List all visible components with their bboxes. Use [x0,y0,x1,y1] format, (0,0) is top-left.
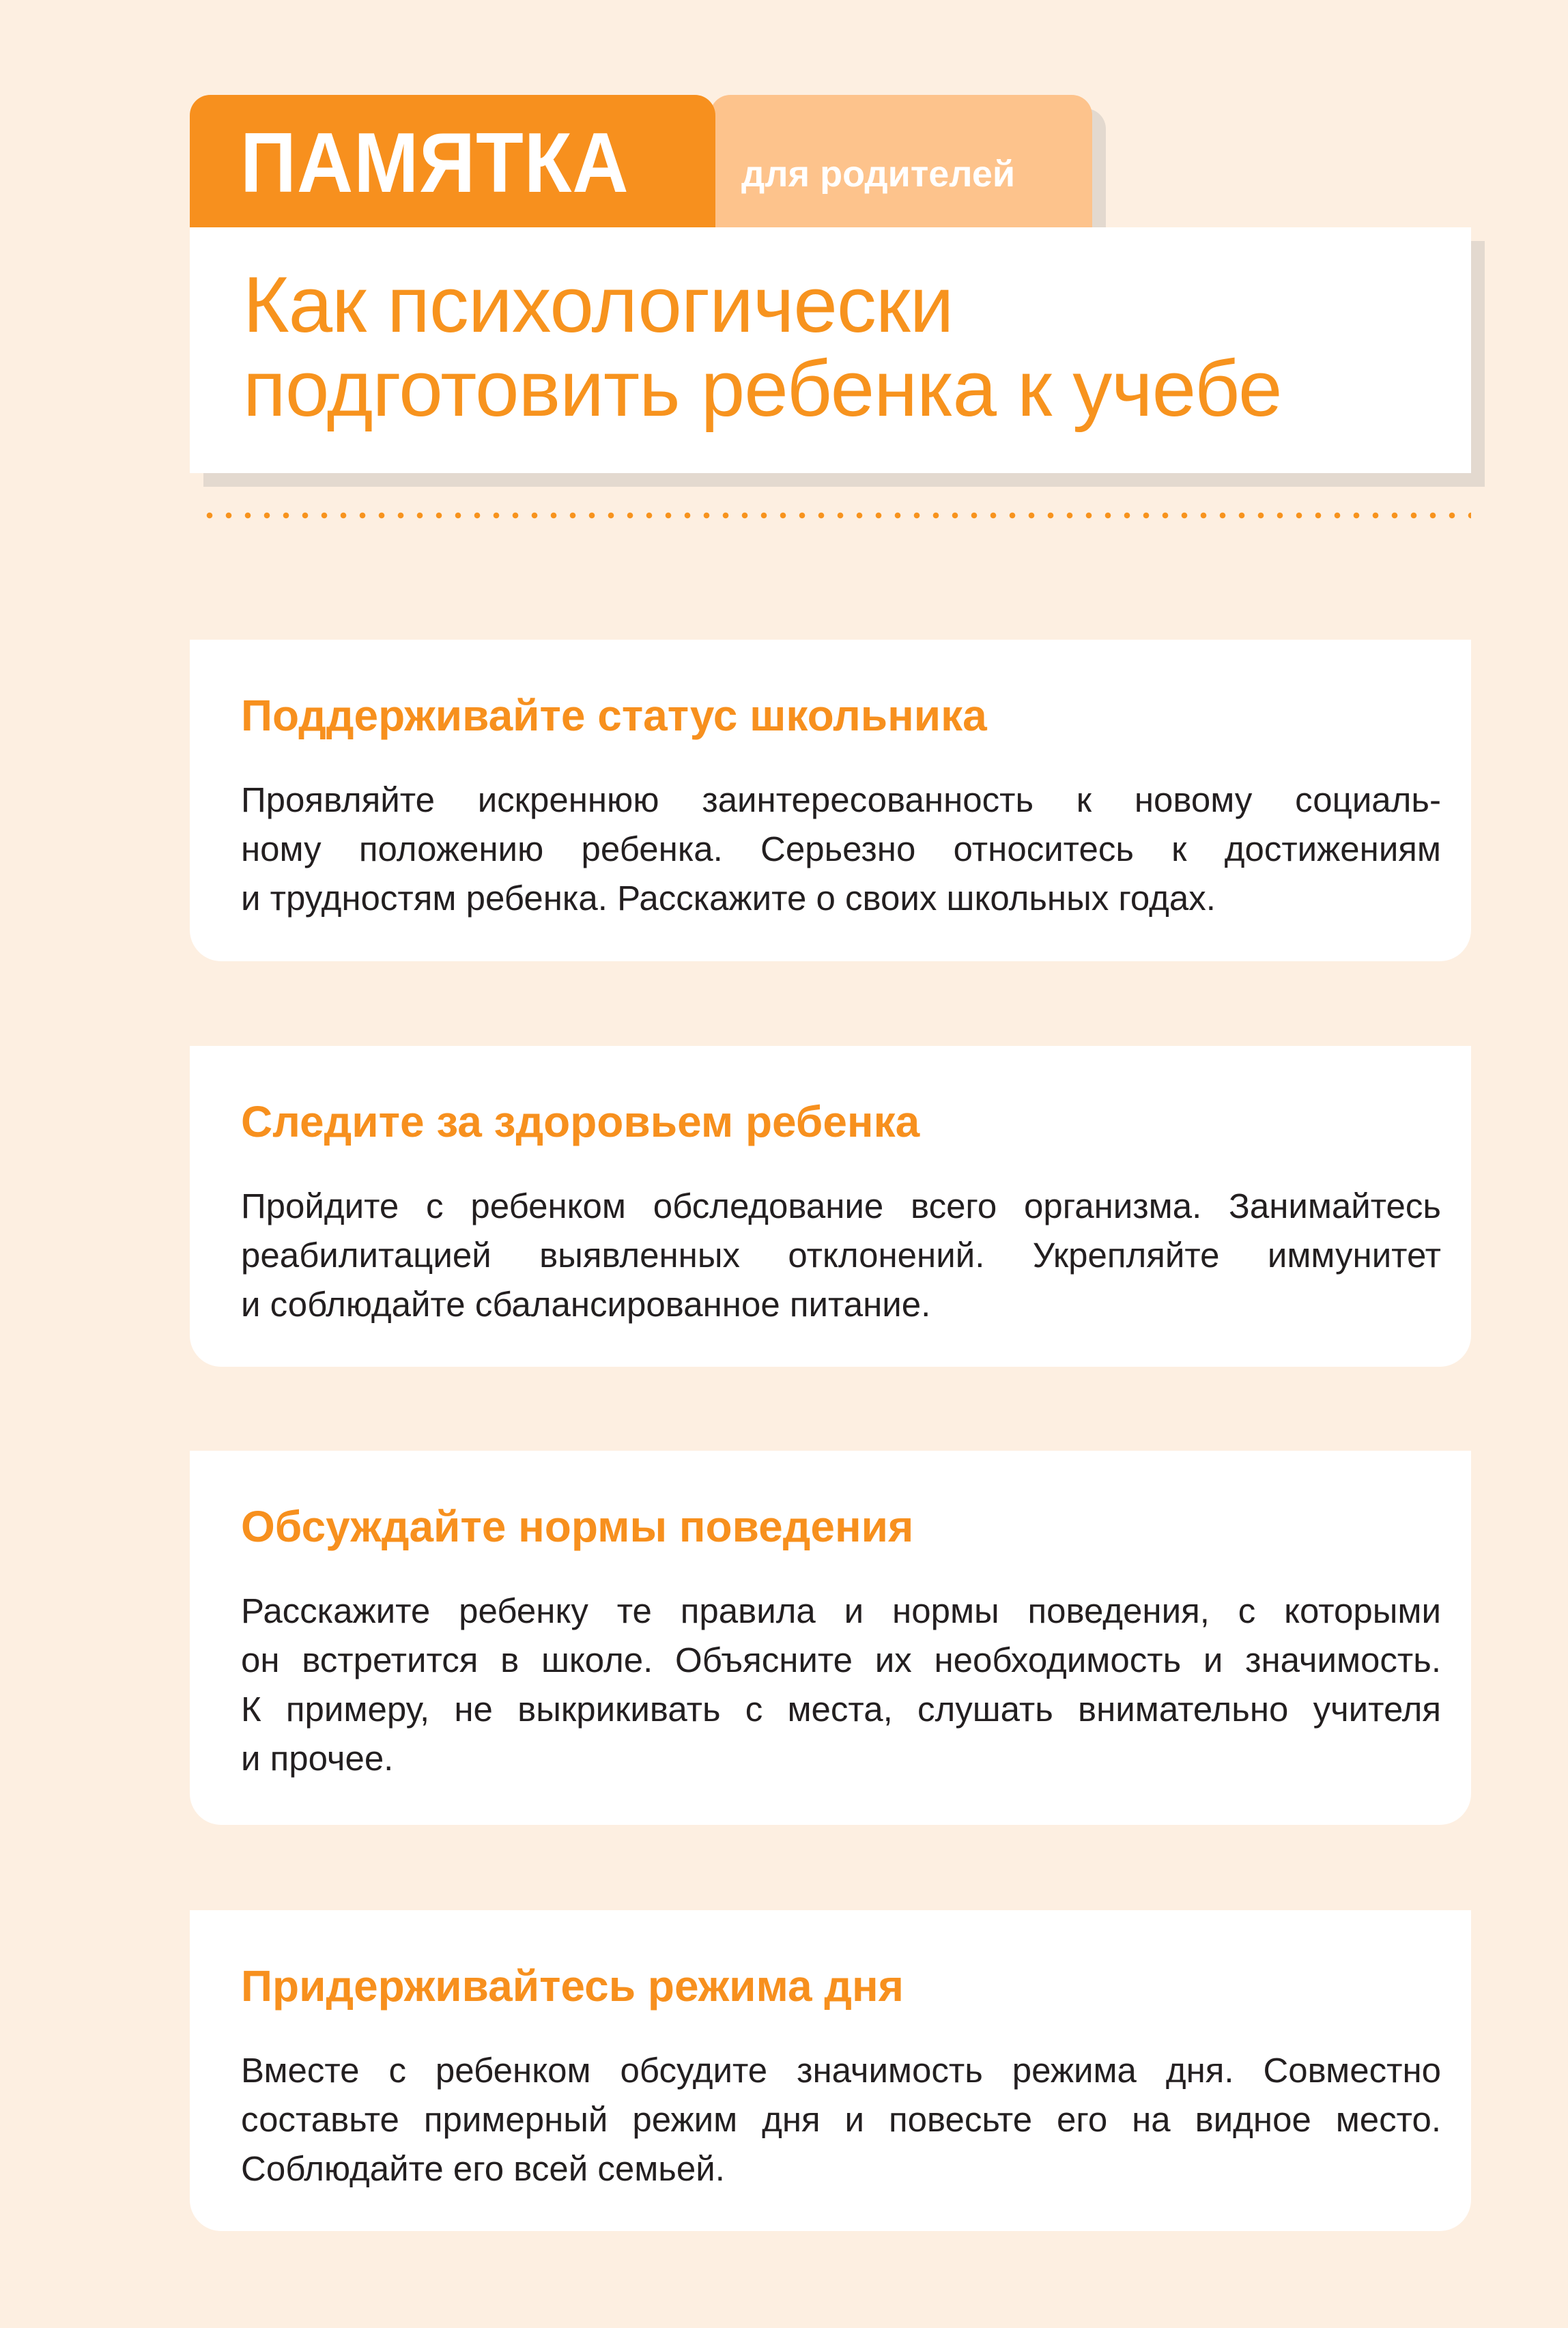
audience-tab [710,95,1092,227]
tip-body [241,1587,1441,1783]
tip-body-line: составьте примерный режим дня и повесьте его на видное место. [241,2100,1441,2139]
audience-tab-label: для родителей [741,154,1016,195]
tip-heading: Придерживайтесь режима дня [241,1961,904,2011]
page-title-line-1: Как психологически [243,260,954,349]
tip-body-line: и соблюдайте сбалансированное питание. [241,1285,931,1324]
tip-body-line: он встретится в школе. Объясните их необходимость и значимость. [241,1641,1441,1679]
tip-body-line: Пройдите с ребенком обследование всего организма. Занимайтесь [241,1187,1441,1225]
memo-tab [190,95,715,227]
tip-heading: Обсуждайте нормы поведения [241,1502,914,1551]
tip-heading: Поддерживайте статус школьника [241,691,987,740]
tip-body [241,2046,1441,2194]
tip-body-line: Соблюдайте его всей семьей. [241,2149,725,2188]
tip-body-line: К примеру, не выкрикивать с места, слушать внимательно учителя [241,1690,1441,1729]
tip-heading: Следите за здоровьем ребенка [241,1097,920,1146]
dotted-divider [200,512,1471,519]
tip-body [241,1182,1441,1329]
tip-card-behavior-norms [190,1451,1471,1825]
title-box [190,227,1471,473]
tip-body-line: ному положению ребенка. Серьезно относитесь к достижениям [241,829,1441,868]
tip-card-health [190,1046,1471,1367]
tip-card-school-status [190,640,1471,961]
page-title-line-2: подготовить ребенка к учебе [243,344,1282,433]
memo-tab-label: ПАМЯТКА [240,116,629,210]
tip-body-line: и прочее. [241,1739,394,1778]
tip-body-line: Расскажите ребенку те правила и нормы поведения, с которыми [241,1591,1441,1630]
tip-body [241,776,1441,923]
page-title [243,260,1403,433]
tip-body-line: Вместе с ребенком обсудите значимость режима дня. Совместно [241,2051,1441,2090]
tip-card-daily-routine [190,1910,1471,2231]
tip-body-line: и трудностям ребенка. Расскажите о своих школьных годах. [241,879,1216,918]
tip-body-line: реабилитацией выявленных отклонений. Укрепляйте иммунитет [241,1236,1441,1275]
tip-body-line: Проявляйте искреннюю заинтересованность к новому социаль- [241,780,1441,819]
